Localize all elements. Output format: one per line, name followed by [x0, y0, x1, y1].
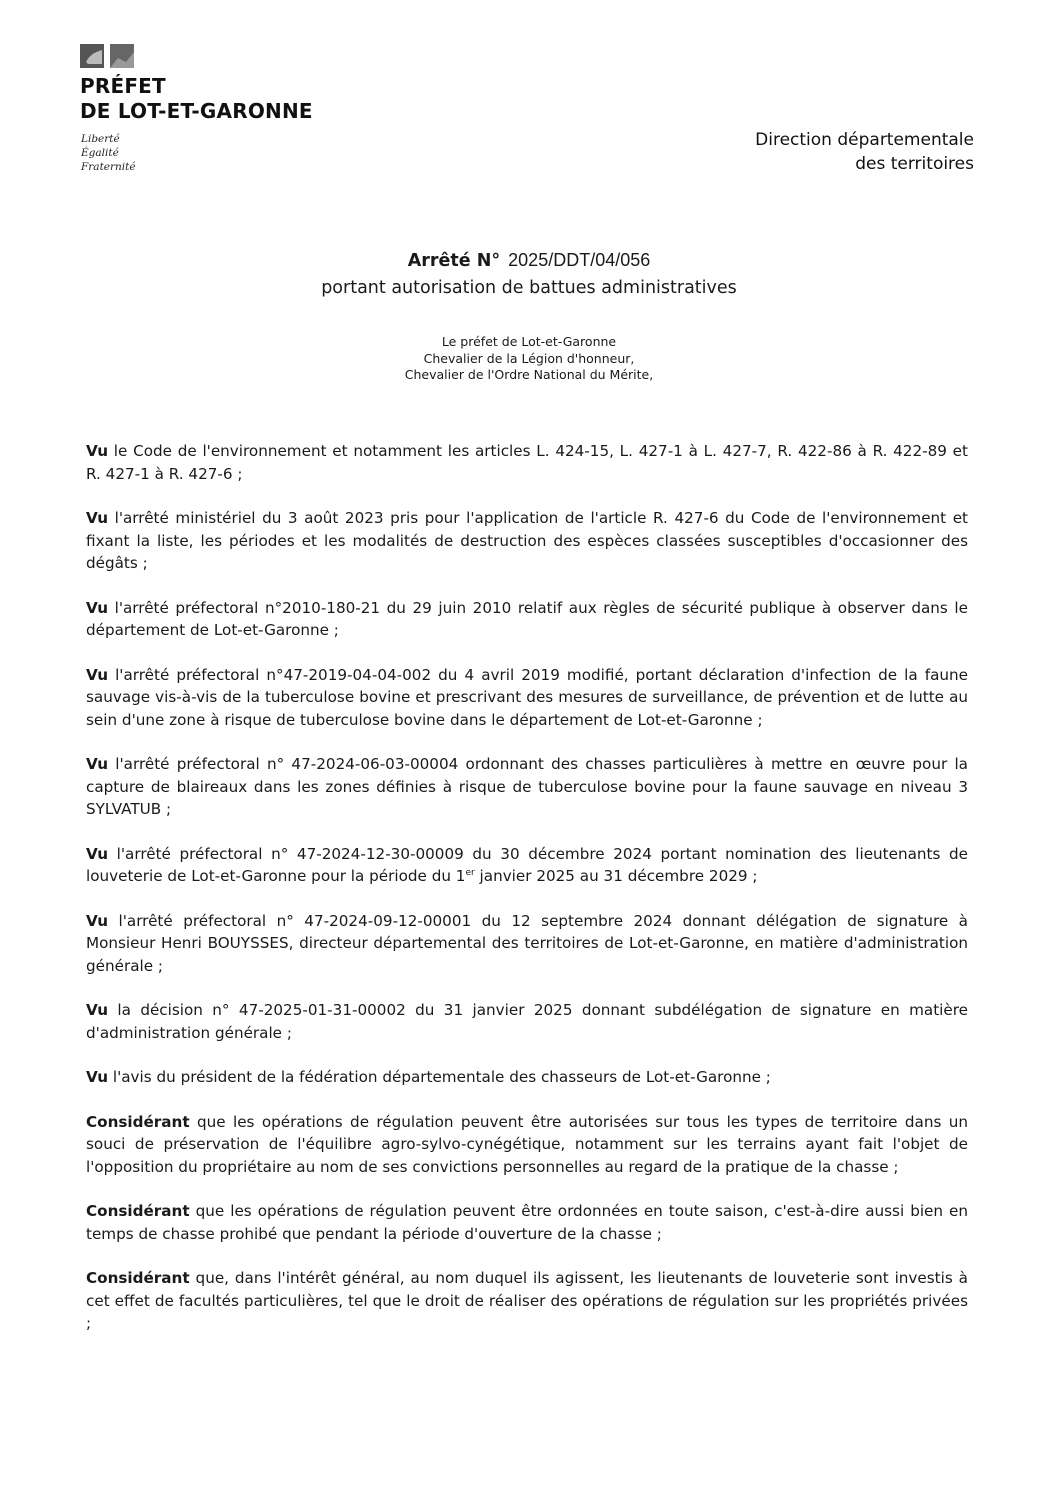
- authority-block: [0, 334, 1058, 384]
- paragraph-keyword: Vu: [86, 442, 109, 460]
- prefet-line-1: PRÉFET: [80, 74, 166, 98]
- paragraph-keyword: Considérant: [86, 1112, 190, 1131]
- document-body: [86, 440, 968, 1357]
- paragraph-text: que les opérations de régulation peuvent être ordonnées en toute saison, c'est-à-dire aussi bien en temps de chasse prohibé que pendant la période d'ouverture de la chasse ;: [86, 1202, 968, 1243]
- authority-line-1: Le préfet de Lot-et-Garonne: [441, 334, 617, 349]
- paragraph-keyword: Vu: [86, 1001, 109, 1019]
- republic-motto: [81, 132, 136, 174]
- paragraph-text: l'arrêté préfectoral n° 47-2024-06-03-00004 ordonnant des chasses particulières à mettre en œuvre pour la capture de blaireaux dans les zones définies à risque de tuberculose bovine pour la faune sauvage en niveau 3 SYLVATUB ;: [86, 755, 968, 818]
- considerant-paragraph: [86, 1111, 968, 1179]
- visa-paragraph: [86, 910, 968, 978]
- visa-paragraph: [86, 664, 968, 732]
- paragraph-superscript: er: [465, 867, 475, 878]
- motto-egalite: Égalité: [81, 147, 119, 159]
- visa-paragraph: [86, 1066, 968, 1089]
- motto-liberte: Liberté: [81, 133, 120, 145]
- paragraph-text: le Code de l'environnement et notamment les articles L. 424-15, L. 427-1 à L. 427-7, R. 422-86 à R. 422-89 et R. 427-1 à R. 427-6 ;: [86, 442, 968, 483]
- visa-paragraph: [86, 440, 968, 485]
- considerant-paragraph: [86, 1200, 968, 1245]
- paragraph-keyword: Vu: [86, 509, 109, 527]
- paragraph-text: que, dans l'intérêt général, au nom duquel ils agissent, les lieutenants de louveterie sont investis à cet effet de facultés particulières, tel que le droit de réaliser des opérations de régulation sur les propriétés privées ;: [86, 1269, 968, 1332]
- visa-paragraph: [86, 999, 968, 1044]
- paragraph-keyword: Vu: [86, 844, 109, 863]
- paragraph-text: l'arrêté préfectoral n° 47-2024-09-12-00001 du 12 septembre 2024 donnant délégation de signature à Monsieur Henri BOUYSSES, directeur départemental des territoires de Lot-et-Garonne, en matière d'administration générale ;: [86, 911, 968, 975]
- authority-line-3: Chevalier de l'Ordre National du Mérite,: [404, 367, 654, 382]
- paragraph-text: l'arrêté préfectoral n°2010-180-21 du 29 juin 2010 relatif aux règles de sécurité publique à observer dans le département de Lot-et-Garonne ;: [86, 598, 968, 639]
- arrete-number: 2025/DDT/04/056: [508, 250, 651, 270]
- authority-line-2: Chevalier de la Légion d'honneur,: [423, 350, 635, 366]
- arrete-label: Arrêté N°: [407, 251, 501, 271]
- paragraph-text: l'arrêté préfectoral n° 47-2024-12-30-00009 du 30 décembre 2024 portant nomination des lieutenants de louveterie de Lot-et-Garonne pour la période du 1: [86, 844, 968, 885]
- paragraph-text: que les opérations de régulation peuvent être autorisées sur tous les types de territoire dans un souci de préservation de l'équilibre agro-sylvo-cynégétique, notamment sur les terrains ayant fait l'objet de l'opposition du propriétaire au nom de ses convictions personnelles au regard de la pratique de la chasse ;: [86, 1112, 968, 1176]
- paragraph-text: l'arrêté préfectoral n°47-2019-04-04-002 du 4 avril 2019 modifié, portant déclaration d'infection de la faune sauvage vis-à-vis de la tuberculose bovine et prescrivant des mesures de surveillance, de prévention et de lutte au sein d'une zone à risque de tuberculose bovine dans le département de Lot-et-Garonne ;: [86, 665, 968, 729]
- direction-line-2: des territoires: [855, 154, 974, 174]
- visa-paragraph: [86, 753, 968, 821]
- issuing-direction: [755, 128, 974, 176]
- paragraph-text-continued: janvier 2025 au 31 décembre 2029 ;: [474, 867, 758, 885]
- prefet-line-2: DE LOT-ET-GARONNE: [80, 99, 313, 123]
- considerant-paragraph: [86, 1267, 968, 1335]
- paragraph-keyword: Considérant: [86, 1269, 190, 1287]
- visa-paragraph: [86, 507, 968, 575]
- paragraph-keyword: Considérant: [86, 1202, 190, 1220]
- paragraph-keyword: Vu: [86, 665, 109, 684]
- paragraph-text: la décision n° 47-2025-01-31-00002 du 31 janvier 2025 donnant subdélégation de signature en matière d'administration générale ;: [86, 1001, 968, 1042]
- visa-paragraph: [86, 597, 968, 642]
- direction-line-1: Direction départementale: [755, 130, 974, 150]
- paragraph-text: l'arrêté ministériel du 3 août 2023 pris pour l'application de l'article R. 427-6 du Code de l'environnement et fixant la liste, les périodes et les modalités de destruction des espèces classées susceptibles d'occasionner des dégâts ;: [86, 509, 968, 572]
- paragraph-keyword: Vu: [86, 911, 109, 930]
- arrete-subtitle: portant autorisation de battues administratives: [321, 278, 737, 298]
- paragraph-text: l'avis du président de la fédération départementale des chasseurs de Lot-et-Garonne ;: [108, 1068, 771, 1086]
- paragraph-keyword: Vu: [86, 1068, 109, 1086]
- visa-paragraph: [86, 843, 968, 888]
- paragraph-keyword: Vu: [86, 755, 109, 773]
- marianne-logo-icon: [80, 44, 146, 68]
- motto-fraternite: Fraternité: [81, 161, 136, 173]
- paragraph-keyword: Vu: [86, 598, 109, 617]
- arrete-title: [0, 247, 1058, 274]
- prefet-title: [80, 74, 313, 124]
